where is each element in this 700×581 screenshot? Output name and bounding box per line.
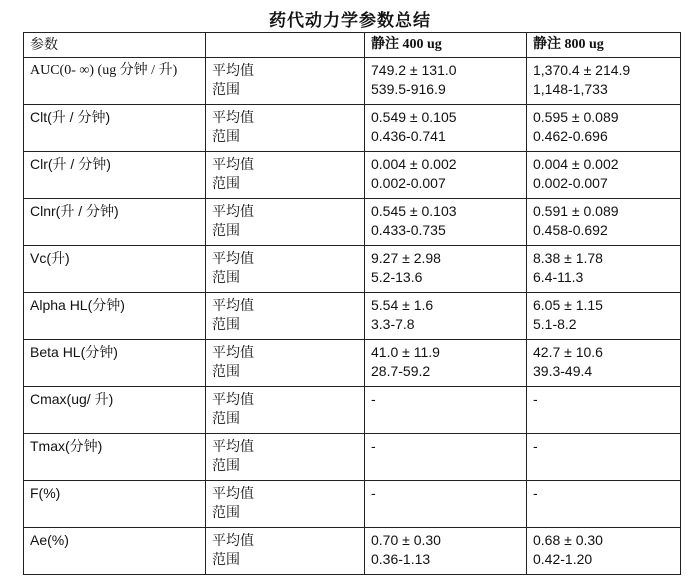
- range-value: 0.462-0.696: [533, 128, 608, 144]
- param-cell: Tmax(分钟): [24, 434, 206, 481]
- stat-range-label: 范围: [212, 81, 240, 97]
- stat-range-label: 范围: [212, 457, 240, 473]
- range-value: 5.2-13.6: [371, 269, 423, 285]
- dose-800-cell: [527, 246, 681, 293]
- header-row: [24, 33, 681, 58]
- stat-cell: [206, 387, 365, 434]
- stat-range-label: 范围: [212, 316, 240, 332]
- stat-mean-label: 平均值: [212, 297, 254, 313]
- dose-400-cell: [365, 152, 527, 199]
- dose-400-cell: [365, 105, 527, 152]
- stat-cell: [206, 340, 365, 387]
- range-value: 0.42-1.20: [533, 551, 593, 567]
- stat-mean-label: 平均值: [212, 109, 254, 125]
- mean-value: 0.549 ± 0.105: [371, 109, 457, 125]
- range-value: -: [533, 391, 538, 407]
- stat-range-label: 范围: [212, 128, 240, 144]
- dose-400-cell: [365, 434, 527, 481]
- stat-cell: [206, 528, 365, 575]
- mean-value: 0.545 ± 0.103: [371, 203, 457, 219]
- stat-range-label: 范围: [212, 175, 240, 191]
- mean-value: 0.68 ± 0.30: [533, 532, 603, 548]
- stat-range-label: 范围: [212, 222, 240, 238]
- param-cell: F(%): [24, 481, 206, 528]
- stat-mean-label: 平均值: [212, 391, 254, 407]
- stat-cell: [206, 246, 365, 293]
- mean-value: 0.591 ± 0.089: [533, 203, 619, 219]
- stat-cell: [206, 481, 365, 528]
- stat-mean-label: 平均值: [212, 156, 254, 172]
- stat-range-label: 范围: [212, 269, 240, 285]
- stat-cell: [206, 152, 365, 199]
- header-stat: [206, 33, 365, 58]
- stat-mean-label: 平均值: [212, 344, 254, 360]
- stat-mean-label: 平均值: [212, 485, 254, 501]
- stat-range-label: 范围: [212, 504, 240, 520]
- range-value: 1,148-1,733: [533, 81, 608, 97]
- mean-value: 0.595 ± 0.089: [533, 109, 619, 125]
- param-cell: Alpha HL(分钟): [24, 293, 206, 340]
- dose-800-cell: [527, 58, 681, 105]
- param-cell: Ae(%): [24, 528, 206, 575]
- dose-800-cell: [527, 105, 681, 152]
- stat-mean-label: 平均值: [212, 62, 254, 78]
- table-row: [24, 434, 681, 481]
- mean-value: 0.004 ± 0.002: [371, 156, 457, 172]
- stat-mean-label: 平均值: [212, 250, 254, 266]
- param-cell: Vc(升): [24, 246, 206, 293]
- stat-cell: [206, 434, 365, 481]
- range-value: 0.458-0.692: [533, 222, 608, 238]
- range-value: 0.36-1.13: [371, 551, 431, 567]
- dose-400-cell: [365, 199, 527, 246]
- dose-400-cell: [365, 246, 527, 293]
- range-value: 5.1-8.2: [533, 316, 577, 332]
- table-row: [24, 387, 681, 434]
- range-value: -: [371, 485, 376, 501]
- dose-400-cell: [365, 387, 527, 434]
- mean-value: 42.7 ± 10.6: [533, 344, 603, 360]
- stat-range-label: 范围: [212, 551, 240, 567]
- dose-400-cell: [365, 528, 527, 575]
- header-param: 参数: [24, 33, 206, 58]
- mean-value: 0.004 ± 0.002: [533, 156, 619, 172]
- param-cell: AUC(0- ∞) (ug 分钟 / 升): [24, 58, 206, 105]
- mean-value: 5.54 ± 1.6: [371, 297, 434, 313]
- range-value: -: [533, 485, 538, 501]
- dose-400-cell: [365, 481, 527, 528]
- range-value: 539.5-916.9: [371, 81, 446, 97]
- range-value: 6.4-11.3: [533, 269, 584, 285]
- range-value: 0.002-0.007: [533, 175, 608, 191]
- range-value: 39.3-49.4: [533, 363, 593, 379]
- param-cell: Clr(升 / 分钟): [24, 152, 206, 199]
- stat-mean-label: 平均值: [212, 203, 254, 219]
- dose-800-cell: [527, 434, 681, 481]
- table-row: [24, 481, 681, 528]
- table-row: [24, 293, 681, 340]
- dose-800-cell: [527, 387, 681, 434]
- table-row: [24, 340, 681, 387]
- range-value: -: [533, 438, 538, 454]
- range-value: 0.436-0.741: [371, 128, 446, 144]
- table-row: [24, 199, 681, 246]
- mean-value: 8.38 ± 1.78: [533, 250, 603, 266]
- header-dose-800: 静注 800 ug: [527, 33, 681, 58]
- param-cell: Clt(升 / 分钟): [24, 105, 206, 152]
- range-value: 0.002-0.007: [371, 175, 446, 191]
- table-row: [24, 152, 681, 199]
- mean-value: 6.05 ± 1.15: [533, 297, 603, 313]
- stat-cell: [206, 293, 365, 340]
- table-row: [24, 528, 681, 575]
- dose-400-cell: [365, 340, 527, 387]
- range-value: 3.3-7.8: [371, 316, 415, 332]
- stat-mean-label: 平均值: [212, 438, 254, 454]
- table-row: [24, 246, 681, 293]
- table-row: [24, 58, 681, 105]
- dose-400-cell: [365, 293, 527, 340]
- range-value: -: [371, 391, 376, 407]
- range-value: -: [371, 438, 376, 454]
- mean-value: 1,370.4 ± 214.9: [533, 62, 631, 78]
- dose-800-cell: [527, 152, 681, 199]
- param-cell: Cmax(ug/ 升): [24, 387, 206, 434]
- dose-800-cell: [527, 199, 681, 246]
- stat-cell: [206, 105, 365, 152]
- stat-range-label: 范围: [212, 410, 240, 426]
- param-cell: Clnr(升 / 分钟): [24, 199, 206, 246]
- mean-value: 9.27 ± 2.98: [371, 250, 441, 266]
- table-row: [24, 105, 681, 152]
- range-value: 0.433-0.735: [371, 222, 446, 238]
- dose-800-cell: [527, 481, 681, 528]
- stat-cell: [206, 58, 365, 105]
- stat-range-label: 范围: [212, 363, 240, 379]
- stat-cell: [206, 199, 365, 246]
- mean-value: 749.2 ± 131.0: [371, 62, 457, 78]
- param-cell: Beta HL(分钟): [24, 340, 206, 387]
- mean-value: 41.0 ± 11.9: [371, 344, 440, 360]
- range-value: 28.7-59.2: [371, 363, 431, 379]
- dose-800-cell: [527, 293, 681, 340]
- document-title: 药代动力学参数总结: [269, 11, 431, 30]
- mean-value: 0.70 ± 0.30: [371, 532, 441, 548]
- dose-800-cell: [527, 528, 681, 575]
- header-dose-400: 静注 400 ug: [365, 33, 527, 58]
- pk-parameters-table: [23, 32, 681, 575]
- stat-mean-label: 平均值: [212, 532, 254, 548]
- dose-400-cell: [365, 58, 527, 105]
- dose-800-cell: [527, 340, 681, 387]
